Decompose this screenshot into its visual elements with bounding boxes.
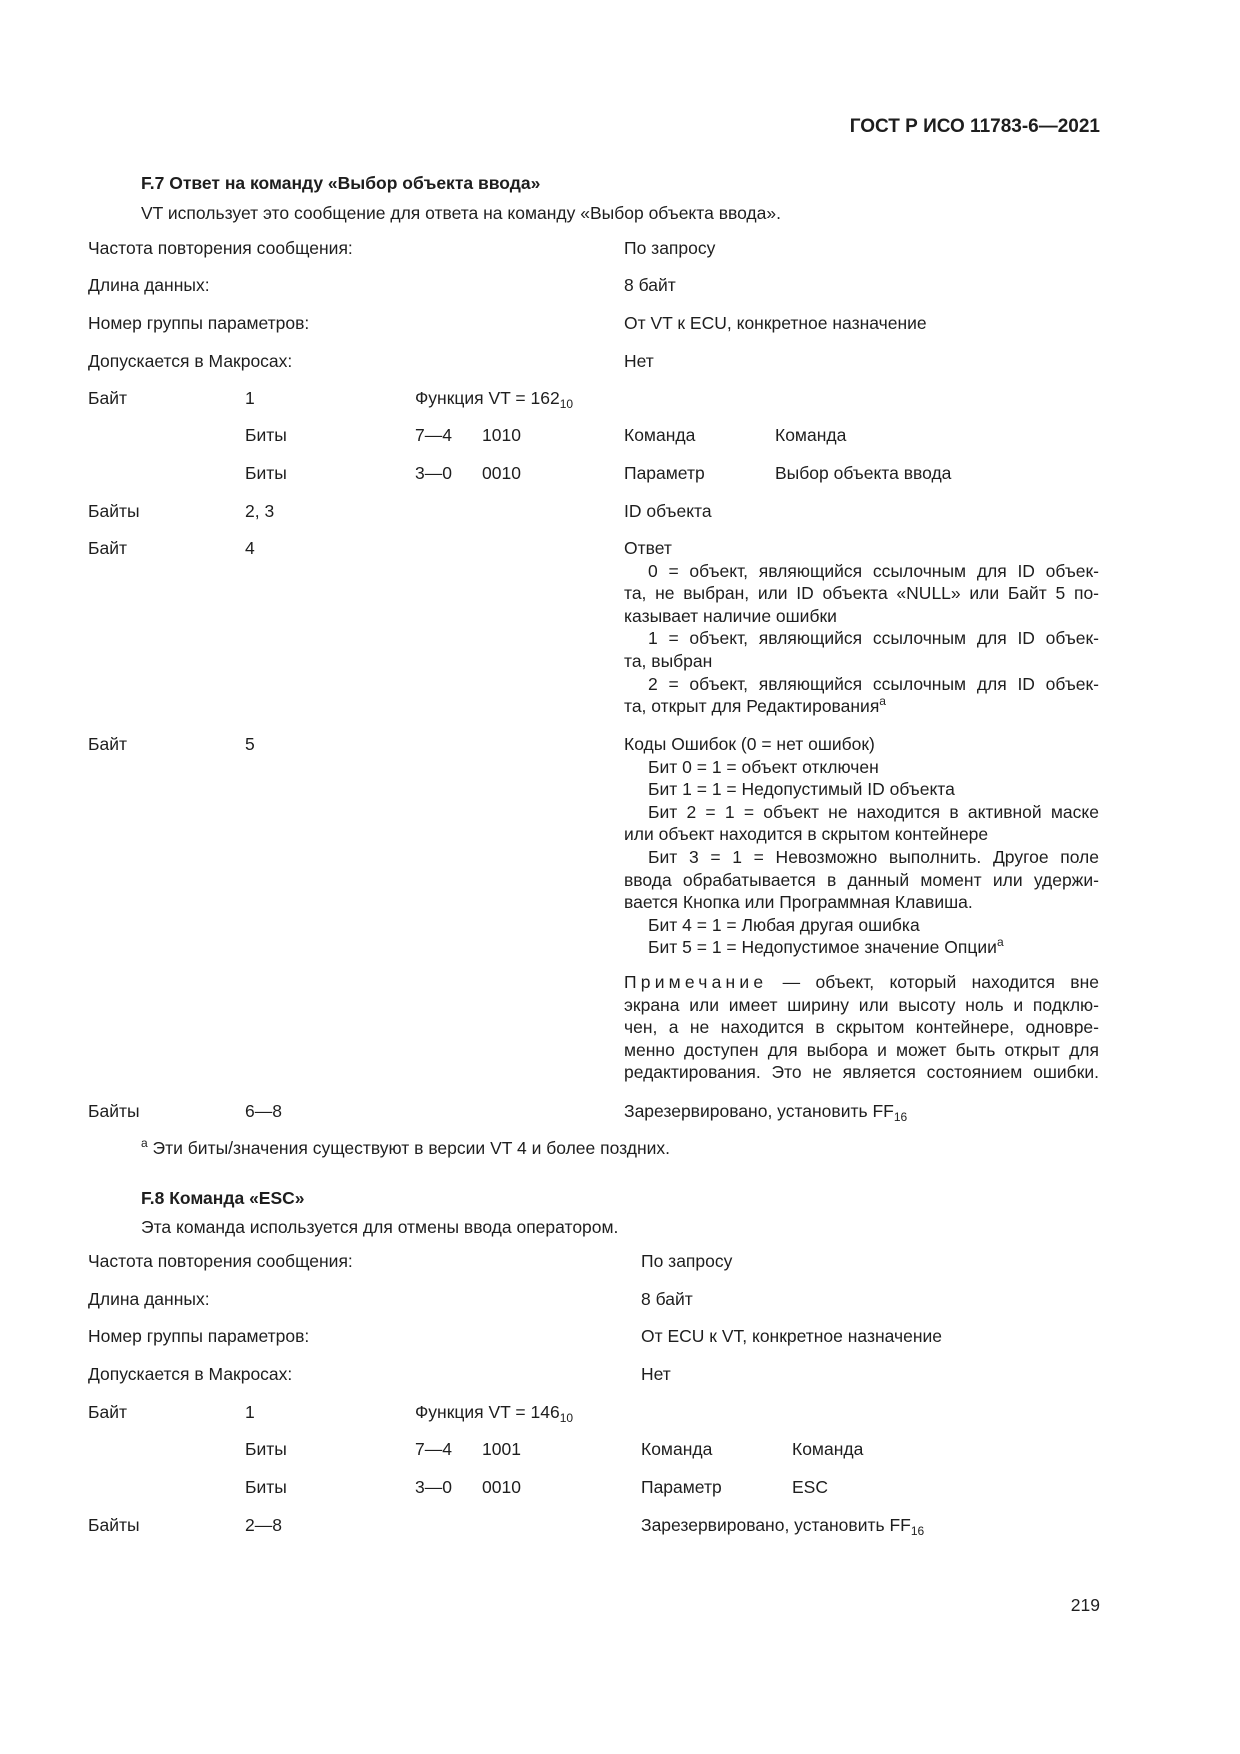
footnote-ref: a [879,694,886,709]
section-intro-f7: VT использует это сообщение для ответа на команду «Выбор объекта ввода». [141,203,781,223]
note-line: менно доступен для выбора и может быть открыт для [624,1039,1099,1060]
byte4-line: та, выбран [624,650,713,671]
byte-label: Байты [88,1515,140,1535]
reserved-radix: 16 [910,1524,925,1538]
byte-label: Байт [88,1402,128,1422]
reserved-text: Зарезервировано, установить FF [624,1101,894,1121]
prop-label: Длина данных: [88,275,210,295]
bits-range: 3—0 [415,463,452,483]
prop-value: По запросу [641,1251,733,1271]
bits-description: Команда [775,425,847,445]
prop-value: От ECU к VT, конкретное назначение [641,1326,943,1346]
prop-value: 8 байт [641,1289,693,1309]
bits-description: ESC [792,1477,828,1497]
byte-description [624,1100,907,1122]
bits-name: Параметр [641,1477,722,1497]
byte4-line-text: та, открыт для Редактирования [624,696,880,717]
note-line: редактирования. Это не является состоянием ошибки. [624,1062,1099,1083]
bits-value: 1010 [482,425,521,445]
prop-label: Допускается в Макросах: [88,1364,293,1384]
byte-number: 6—8 [245,1101,282,1121]
prop-label: Номер группы параметров: [88,313,310,333]
byte-number: 4 [245,538,255,558]
document-id: ГОСТ Р ИСО 11783-6—2021 [849,116,1100,137]
byte-label: Байты [88,501,140,521]
page-number: 219 [1070,1595,1100,1615]
bits-label: Биты [245,463,287,483]
prop-value: По запросу [624,238,716,258]
byte5-line: или объект находится в скрытом контейнере [624,824,989,845]
vt-function-radix: 10 [559,1411,574,1425]
byte5-line: Бит 1 = 1 = Недопустимый ID объекта [648,779,955,800]
vt-function-radix: 10 [559,397,574,411]
note-prefix: Примечание [624,972,768,992]
bits-value: 1001 [482,1439,521,1459]
prop-label: Длина данных: [88,1289,210,1309]
bits-label: Биты [245,425,287,445]
byte4-line-last [624,695,1099,718]
bits-name: Команда [624,425,696,445]
byte4-description [624,537,1099,718]
byte5-line-last [624,936,1099,959]
byte4-title: Ответ [624,538,672,558]
reserved-text: Зарезервировано, установить FF [641,1515,911,1535]
prop-value: Нет [624,351,654,371]
byte4-line: 2 = объект, являющийся ссылочным для ID объек- [648,673,1099,694]
byte-label: Байт [88,388,128,408]
byte-number: 1 [245,1402,255,1422]
footnote-text: Эти биты/значения существуют в версии VT 4 и более поздних. [147,1138,671,1158]
vt-function-text: Функция VT = 162 [415,388,560,408]
bits-value: 0010 [482,1477,521,1497]
bits-range: 3—0 [415,1477,452,1497]
note-line: экрана или имеет ширину или высоту ноль и подклю- [624,994,1099,1015]
byte4-line: 1 = объект, являющийся ссылочным для ID объек- [648,628,1099,649]
prop-label: Частота повторения сообщения: [88,1251,353,1271]
section-title-f7: F.7 Ответ на команду «Выбор объекта ввода» [141,173,541,193]
byte5-line: Бит 0 = 1 = объект отключен [648,756,879,777]
byte-number: 1 [245,388,255,408]
byte4-line: та, не выбран, или ID объекта «NULL» или Байт 5 по- [624,583,1099,604]
bits-value: 0010 [482,463,521,483]
section-intro-f8: Эта команда используется для отмены ввода оператором. [141,1217,619,1237]
prop-label: Частота повторения сообщения: [88,238,353,258]
footnote-ref: a [996,935,1004,950]
byte5-line: Бит 4 = 1 = Любая другая ошибка [648,914,920,935]
bits-name: Команда [641,1439,713,1459]
byte5-line-text: Бит 5 = 1 = Недопустимое значение Опции [648,937,997,958]
byte5-title: Коды Ошибок (0 = нет ошибок) [624,734,875,754]
section-title-f8: F.8 Команда «ESC» [141,1188,305,1208]
byte4-line: 0 = объект, являющийся ссылочным для ID объек- [648,560,1099,581]
byte-number: 5 [245,734,255,754]
byte-description: ID объекта [624,501,712,521]
bits-range: 7—4 [415,425,452,445]
byte5-description [624,733,1099,959]
reserved-radix: 16 [893,1110,908,1124]
byte5-line: Бит 3 = 1 = Невозможно выполнить. Другое поле [648,846,1099,867]
byte-label: Байт [88,538,128,558]
byte5-line: Бит 2 = 1 = объект не находится в активной маске [648,801,1099,822]
note [624,971,1099,1084]
note-line-text: — объект, который находится вне [767,972,1099,992]
bits-description: Выбор объекта ввода [775,463,952,483]
byte-number: 2, 3 [245,501,275,521]
byte4-line: казывает наличие ошибки [624,605,837,626]
byte5-line: ввода обрабатывается в данный момент или удержи- [624,869,1099,890]
byte-label: Байты [88,1101,140,1121]
footnote-mark: a [141,1136,148,1150]
bits-label: Биты [245,1439,287,1459]
bits-range: 7—4 [415,1439,452,1459]
vt-function-text: Функция VT = 146 [415,1402,560,1422]
prop-value: От VT к ECU, конкретное назначение [624,313,927,333]
vt-function [415,1401,573,1423]
vt-function [415,387,573,409]
prop-label: Номер группы параметров: [88,1326,310,1346]
prop-value: Нет [641,1364,671,1384]
note-line [624,971,1099,994]
bits-name: Параметр [624,463,705,483]
byte5-line: вается Кнопка или Программная Клавиша. [624,892,973,913]
prop-label: Допускается в Макросах: [88,351,293,371]
prop-value: 8 байт [624,275,676,295]
byte-label: Байт [88,734,128,754]
bits-description: Команда [792,1439,864,1459]
footnote [141,1137,670,1159]
bits-label: Биты [245,1477,287,1497]
byte-description [641,1514,924,1536]
note-line: чен, а не находится в скрытом контейнере, одновре- [624,1017,1099,1038]
byte-number: 2—8 [245,1515,282,1535]
